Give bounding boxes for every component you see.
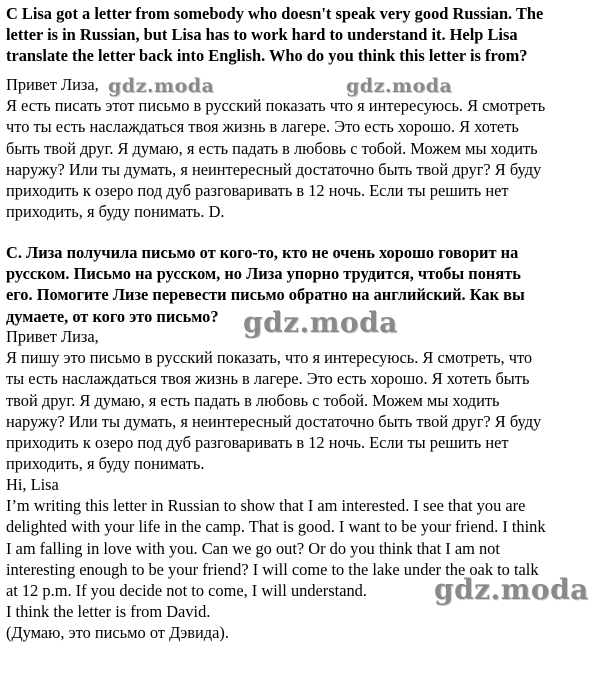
- task-english-line: letter is in Russian, but Lisa has to work hard to understand it. Help Lisa: [6, 25, 518, 45]
- answer-line: I think the letter is from David.: [6, 602, 211, 622]
- letter-line: приходить к озеро под дуб разговаривать в 12 ночь. Если ты решить нет: [6, 181, 509, 201]
- letter-line: приходить, я буду понимать.: [6, 454, 205, 474]
- letter-line: Я пишу это письмо в русский показать, что я интересуюсь. Я смотреть, что: [6, 348, 533, 368]
- translation-line: interesting enough to be your friend? I will come to the lake under the oak to talk: [6, 559, 539, 579]
- translation-greeting: Hi, Lisa: [6, 475, 59, 494]
- letter-greeting: Привет Лиза,: [6, 75, 99, 94]
- translation-line: delighted with your life in the camp. That is good. I want to be your friend. I think: [6, 517, 546, 537]
- watermark-logo: gdz.moda: [108, 75, 215, 97]
- translation-line: I am falling in love with you. Can we go out? Or do you think that I am not: [6, 538, 500, 558]
- letter-line: твой друг. Я думаю, я есть падать в любовь с тобой. Можем мы ходить: [6, 390, 500, 410]
- letter-line: быть твой друг. Я думаю, я есть падать в любовь с тобой. Можем мы ходить: [6, 138, 538, 158]
- task-russian-line: его. Помогите Лизе перевести письмо обратно на английский. Как вы: [6, 285, 525, 305]
- task-russian-line: думаете, от кого это письмо?: [6, 306, 219, 326]
- watermark-logo: gdz.moda: [346, 75, 453, 97]
- letter-russian-second: [6, 326, 604, 474]
- translation-line: at 12 p.m. If you decide not to come, I will understand.: [6, 581, 367, 601]
- letter-line: Я есть писать этот письмо в русский показать что я интересуюсь. Я смотреть: [6, 96, 546, 116]
- letter-greeting: Привет Лиза,: [6, 327, 99, 346]
- task-english-line: translate the letter back into English. Who do you think this letter is from?: [6, 46, 528, 66]
- task-english: [6, 3, 604, 67]
- letter-line: приходить к озеро под дуб разговаривать в 12 ночь. Если ты решить нет: [6, 433, 509, 453]
- letter-line: наружу? Или ты думать, я неинтересный достаточно быть твой друг? Я буду: [6, 411, 542, 431]
- letter-line: ты есть наслаждаться твоя жизнь в лагере. Это есть хорошо. Я хотеть быть: [6, 369, 530, 389]
- task-russian-line: русском. Письмо на русском, но Лиза упорно трудится, чтобы понять: [6, 264, 521, 284]
- task-english-line: C Lisa got a letter from somebody who doesn't speak very good Russian. The: [6, 4, 544, 23]
- watermark-logo: gdz.moda: [434, 573, 589, 606]
- translation-english: [6, 474, 604, 644]
- letter-line: приходить, я буду понимать. D.: [6, 202, 225, 222]
- letter-russian-first: [6, 74, 604, 222]
- answer-line-russian: (Думаю, это письмо от Дэвида).: [6, 623, 229, 643]
- task-russian-line: С. Лиза получила письмо от кого-то, кто не очень хорошо говорит на: [6, 243, 519, 262]
- translation-line: I’m writing this letter in Russian to show that I am interested. I see that you are: [6, 496, 526, 516]
- letter-line: что ты есть наслаждаться твоя жизнь в лагере. Это есть хорошо. Я хотеть: [6, 117, 519, 137]
- letter-line: наружу? Или ты думать, я неинтересный достаточно быть твой друг? Я буду: [6, 159, 542, 179]
- watermark-logo: gdz.moda: [243, 306, 398, 339]
